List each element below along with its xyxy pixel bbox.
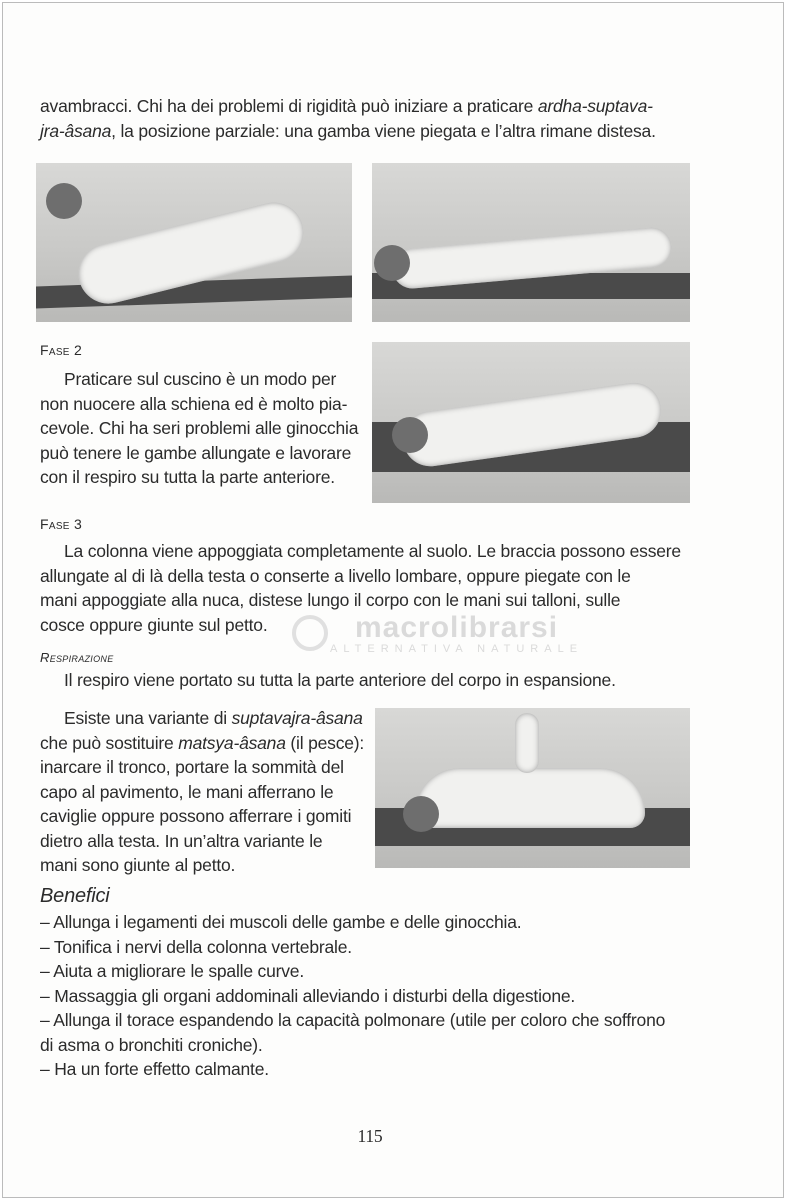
text-line: mani appoggiate alla nuca, distese lungo il corpo con le mani sui talloni, sulle [40, 590, 621, 610]
text-line: dietro alla testa. In un’altra variante le [40, 830, 323, 851]
photo-half-pose [36, 163, 352, 322]
respirazione-heading: Respirazione [40, 650, 114, 665]
intro-text: avambracci. Chi ha dei problemi di rigidità può iniziare a praticare [40, 96, 538, 116]
text-line: capo al pavimento, le mani afferrano le [40, 781, 334, 802]
page-number: 115 [357, 1126, 383, 1146]
intro-term: ardha-suptava- [537, 96, 653, 116]
benefici-heading: Benefici [40, 885, 110, 907]
intro-paragraph [40, 94, 656, 143]
text: Esiste una variante di [64, 708, 232, 728]
text-line: caviglie oppure possono afferrare i gomiti [40, 806, 352, 826]
list-item: – Aiuta a migliorare le spalle curve. [40, 961, 304, 981]
term: suptavajra-âsana [231, 708, 363, 728]
text-line: inarcare il tronco, portare la sommità del [40, 757, 344, 777]
text-line: allungate al di là della testa o conserte a livello lombare, oppure piegate con le [40, 565, 631, 586]
fase2-paragraph [40, 367, 358, 490]
list-item: – Massaggia gli organi addominali alleviando i disturbi della digestione. [40, 985, 576, 1006]
fase2-heading: Fase 2 [40, 342, 83, 358]
photo-cushion-pose [372, 342, 690, 503]
text: che può sostituire [40, 732, 179, 753]
text-line: cevole. Chi ha seri problemi alle ginocchia [40, 418, 359, 438]
list-item: – Ha un forte effetto calmante. [40, 1059, 269, 1079]
photo-reclined-pose [372, 163, 690, 322]
text: (il pesce): [285, 732, 365, 753]
text-line: La colonna viene appoggiata completamente al suolo. Le braccia possono essere [64, 541, 681, 561]
text-line: cosce oppure giunte sul petto. [40, 614, 268, 635]
leaf-logo-icon [292, 615, 328, 651]
variant-paragraph [40, 706, 364, 878]
list-item: – Tonifica i nervi della colonna vertebrale. [40, 936, 352, 957]
term: matsya-âsana [178, 732, 286, 753]
text-line: non nuocere alla schiena ed è molto pia- [40, 393, 348, 414]
list-item: di asma o bronchiti croniche). [40, 1034, 263, 1055]
text-line: con il respiro su tutta la parte anteriore. [40, 467, 335, 487]
watermark-tagline: ALTERNATIVA NATURALE [330, 643, 584, 655]
watermark [330, 613, 583, 655]
benefici-list [40, 910, 665, 1082]
text-line: Praticare sul cuscino è un modo per [64, 369, 337, 389]
text-line: mani sono giunte al petto. [40, 855, 236, 875]
text-line: può tenere le gambe allungate e lavorare [40, 442, 352, 463]
intro-term: jra-âsana [40, 120, 112, 141]
fase3-heading: Fase 3 [40, 516, 83, 532]
watermark-brand: macrolibrarsi [354, 611, 559, 644]
photo-fish-variant-pose [375, 708, 690, 868]
intro-text: , la posizione parziale: una gamba viene piegata e l’altra rimane distesa. [111, 120, 656, 141]
respirazione-text: Il respiro viene portato su tutta la parte anteriore del corpo in espansione. [64, 670, 616, 690]
list-item: – Allunga i legamenti dei muscoli delle gambe e delle ginocchia. [40, 912, 522, 932]
list-item: – Allunga il torace espandendo la capacità polmonare (utile per coloro che soffrono [40, 1010, 666, 1030]
